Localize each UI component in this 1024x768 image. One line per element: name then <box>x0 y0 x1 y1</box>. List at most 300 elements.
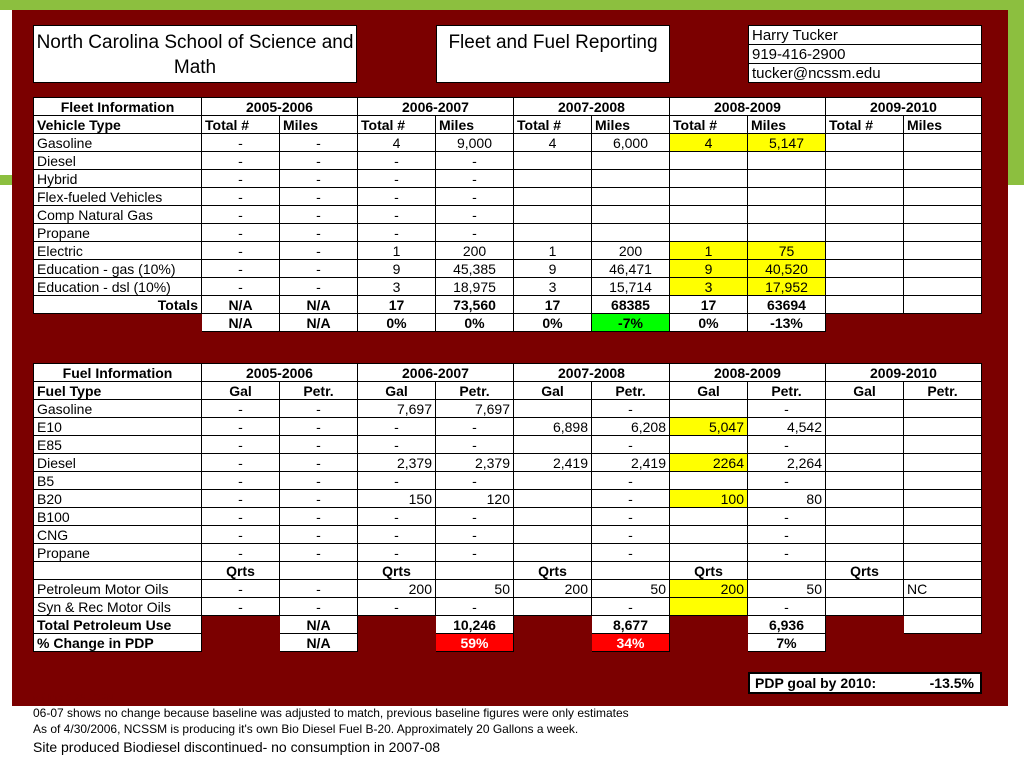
fuel-value: - <box>436 508 514 526</box>
school-name-box: North Carolina School of Science and Math <box>33 25 357 83</box>
contact-email: tucker@ncssm.edu <box>752 65 881 82</box>
column-header: Total # <box>202 116 280 134</box>
fuel-type-label: B5 <box>34 472 202 490</box>
motor-oil-value: - <box>748 598 826 616</box>
fuel-value: - <box>358 526 436 544</box>
total-petroleum-label: Total Petroleum Use <box>34 616 202 634</box>
percent-change-value: -7% <box>592 314 670 332</box>
year-header: 2008-2009 <box>670 364 826 382</box>
percent-change-value: 0% <box>358 314 436 332</box>
fleet-value: - <box>358 224 436 242</box>
contact-box <box>748 25 982 83</box>
fleet-value <box>904 152 982 170</box>
total-petroleum-value: 10,246 <box>436 616 514 634</box>
pdp-change-value: 34% <box>592 634 670 652</box>
fuel-value: 100 <box>670 490 748 508</box>
fuel-value <box>904 418 982 436</box>
column-header: Miles <box>748 116 826 134</box>
fleet-value <box>514 152 592 170</box>
fuel-value: - <box>592 472 670 490</box>
fleet-value: - <box>436 224 514 242</box>
pdp-change-value: 59% <box>436 634 514 652</box>
spacer-cell <box>826 314 904 332</box>
fleet-value: - <box>280 188 358 206</box>
fuel-value <box>904 544 982 562</box>
fleet-row <box>34 242 982 260</box>
fuel-value: - <box>592 400 670 418</box>
fleet-value: 3 <box>670 278 748 296</box>
pdp-change-value: N/A <box>280 634 358 652</box>
fleet-value <box>904 260 982 278</box>
spacer-cell <box>358 634 436 652</box>
fuel-type-label: B100 <box>34 508 202 526</box>
fleet-value: 75 <box>748 242 826 260</box>
fleet-value: - <box>202 206 280 224</box>
fuel-value: - <box>436 472 514 490</box>
total-value: 17 <box>514 296 592 314</box>
spacer-cell <box>280 562 358 580</box>
fuel-value <box>904 436 982 454</box>
pdp-change-value: 7% <box>748 634 826 652</box>
spacer-cell <box>670 634 748 652</box>
quarts-header: Qrts <box>670 562 748 580</box>
pdp-goal-box <box>748 672 982 694</box>
fuel-value <box>514 472 592 490</box>
vehicle-type-label: Propane <box>34 224 202 242</box>
fleet-value <box>904 242 982 260</box>
fleet-value <box>748 152 826 170</box>
fuel-type-label: E10 <box>34 418 202 436</box>
fleet-value <box>514 170 592 188</box>
fuel-value <box>514 508 592 526</box>
fleet-value: - <box>202 188 280 206</box>
green-side-border <box>1008 10 1024 185</box>
fuel-value <box>826 454 904 472</box>
fuel-value <box>514 526 592 544</box>
fleet-row <box>34 170 982 188</box>
column-header: Total # <box>826 116 904 134</box>
fuel-information-table <box>33 363 982 652</box>
fuel-value: 2,379 <box>358 454 436 472</box>
fuel-value <box>904 526 982 544</box>
fuel-row <box>34 400 982 418</box>
year-header: 2008-2009 <box>670 98 826 116</box>
fuel-value: - <box>748 508 826 526</box>
fuel-value: - <box>358 436 436 454</box>
percent-change-value: 0% <box>436 314 514 332</box>
fleet-totals-row <box>34 296 982 314</box>
fleet-value <box>670 170 748 188</box>
fuel-value: - <box>592 544 670 562</box>
column-header: Petr. <box>592 382 670 400</box>
fleet-value <box>826 134 904 152</box>
fuel-value <box>826 544 904 562</box>
fuel-year-header-row <box>34 364 982 382</box>
motor-oil-value: - <box>358 598 436 616</box>
fuel-value: 7,697 <box>436 400 514 418</box>
fleet-value <box>514 206 592 224</box>
fleet-value: - <box>358 170 436 188</box>
percent-change-value: 0% <box>514 314 592 332</box>
fleet-row <box>34 260 982 278</box>
fleet-title: Fleet Information <box>34 98 202 116</box>
fleet-value: - <box>436 152 514 170</box>
fuel-value <box>670 436 748 454</box>
column-header: Total # <box>514 116 592 134</box>
fuel-row <box>34 544 982 562</box>
total-petroleum-value: 8,677 <box>592 616 670 634</box>
motor-oil-value: 200 <box>358 580 436 598</box>
column-header: Total # <box>670 116 748 134</box>
fleet-value: - <box>436 188 514 206</box>
motor-oil-value: NC <box>904 580 982 598</box>
fleet-value: - <box>202 278 280 296</box>
motor-oil-value: 50 <box>436 580 514 598</box>
total-value: N/A <box>280 296 358 314</box>
fleet-value: 4 <box>514 134 592 152</box>
fuel-value <box>514 544 592 562</box>
fleet-value: 1 <box>514 242 592 260</box>
fuel-value: - <box>436 418 514 436</box>
motor-oil-value: 50 <box>592 580 670 598</box>
fleet-value <box>826 152 904 170</box>
motor-oil-label: Petroleum Motor Oils <box>34 580 202 598</box>
fuel-row <box>34 508 982 526</box>
fuel-value: 4,542 <box>748 418 826 436</box>
total-value <box>826 296 904 314</box>
fleet-year-header-row <box>34 98 982 116</box>
vehicle-type-label: Education - dsl (10%) <box>34 278 202 296</box>
fuel-value: - <box>748 526 826 544</box>
spacer-cell <box>358 616 436 634</box>
fleet-value: - <box>202 152 280 170</box>
column-header: Petr. <box>748 382 826 400</box>
motor-oil-value: 200 <box>514 580 592 598</box>
fleet-value <box>592 224 670 242</box>
year-header: 2009-2010 <box>826 98 982 116</box>
vehicle-type-label: Education - gas (10%) <box>34 260 202 278</box>
percent-change-value: -13% <box>748 314 826 332</box>
fuel-value: 2,419 <box>514 454 592 472</box>
fleet-value: - <box>358 188 436 206</box>
fleet-value <box>826 242 904 260</box>
fleet-value: - <box>280 152 358 170</box>
fleet-value <box>904 206 982 224</box>
fuel-type-label: CNG <box>34 526 202 544</box>
column-header: Gal <box>358 382 436 400</box>
fuel-value <box>514 436 592 454</box>
fleet-value: 200 <box>436 242 514 260</box>
vehicle-type-label: Gasoline <box>34 134 202 152</box>
total-value: 17 <box>670 296 748 314</box>
fleet-value <box>826 260 904 278</box>
spacer-cell <box>670 616 748 634</box>
spacer-cell <box>904 634 982 652</box>
fleet-value: - <box>280 170 358 188</box>
ref-line-note: ref line # 26 JCPN <box>33 693 115 704</box>
fleet-value <box>514 224 592 242</box>
fleet-value <box>670 224 748 242</box>
fuel-value: - <box>280 418 358 436</box>
fleet-value <box>826 206 904 224</box>
contact-name: Harry Tucker <box>749 26 981 45</box>
motor-oil-value <box>826 580 904 598</box>
spacer-cell <box>592 562 670 580</box>
fuel-value <box>826 400 904 418</box>
fuel-type-label: Diesel <box>34 454 202 472</box>
fuel-value <box>670 400 748 418</box>
fleet-value <box>748 188 826 206</box>
motor-oil-value <box>826 598 904 616</box>
fleet-value <box>514 188 592 206</box>
fleet-row <box>34 224 982 242</box>
fleet-value: - <box>202 260 280 278</box>
fuel-value <box>826 418 904 436</box>
fleet-value <box>748 206 826 224</box>
column-header: Miles <box>592 116 670 134</box>
fuel-value: 6,208 <box>592 418 670 436</box>
fuel-value: - <box>202 508 280 526</box>
total-petroleum-row <box>34 616 982 634</box>
fleet-value <box>904 134 982 152</box>
fuel-title: Fuel Information <box>34 364 202 382</box>
percent-change-value: N/A <box>280 314 358 332</box>
fuel-row <box>34 526 982 544</box>
fuel-value: - <box>280 400 358 418</box>
column-header: Petr. <box>904 382 982 400</box>
fleet-value: - <box>280 260 358 278</box>
fleet-value: 46,471 <box>592 260 670 278</box>
quarts-header-row <box>34 562 982 580</box>
motor-oil-value: - <box>280 598 358 616</box>
fleet-value: 45,385 <box>436 260 514 278</box>
fuel-value <box>514 490 592 508</box>
motor-oil-value: - <box>280 580 358 598</box>
fleet-row <box>34 188 982 206</box>
fleet-value <box>670 206 748 224</box>
quarts-header: Qrts <box>826 562 904 580</box>
fuel-value: - <box>280 490 358 508</box>
fuel-row <box>34 454 982 472</box>
fleet-value: 3 <box>358 278 436 296</box>
fleet-value <box>670 188 748 206</box>
fuel-value <box>826 508 904 526</box>
column-header: Miles <box>436 116 514 134</box>
fleet-value: - <box>202 242 280 260</box>
fleet-value: 17,952 <box>748 278 826 296</box>
fleet-value <box>748 224 826 242</box>
fleet-value <box>904 170 982 188</box>
column-header: Gal <box>826 382 904 400</box>
fleet-value: - <box>280 278 358 296</box>
total-value: 17 <box>358 296 436 314</box>
motor-oil-value: 50 <box>748 580 826 598</box>
fleet-value <box>826 170 904 188</box>
green-top-border <box>0 0 1024 10</box>
fleet-value: - <box>436 170 514 188</box>
fuel-value <box>826 526 904 544</box>
note-biodiesel-discontinued: Site produced Biodiesel discontinued- no consumption in 2007-08 <box>33 739 441 755</box>
fuel-value: 7,697 <box>358 400 436 418</box>
fleet-value: 5,147 <box>748 134 826 152</box>
fuel-value <box>904 472 982 490</box>
fuel-value: - <box>592 490 670 508</box>
fuel-value: - <box>280 526 358 544</box>
fuel-type-label: B20 <box>34 490 202 508</box>
fleet-value: - <box>280 206 358 224</box>
fleet-value <box>592 152 670 170</box>
motor-oil-value <box>670 598 748 616</box>
contact-phone: 919-416-2900 <box>749 45 981 64</box>
fleet-value: 9 <box>358 260 436 278</box>
fuel-value <box>826 436 904 454</box>
fuel-row <box>34 436 982 454</box>
fleet-value <box>826 224 904 242</box>
fuel-value: - <box>280 436 358 454</box>
fuel-value <box>826 490 904 508</box>
spacer-cell <box>826 616 904 634</box>
spacer-cell <box>34 562 202 580</box>
motor-oil-value <box>514 598 592 616</box>
year-header: 2005-2006 <box>202 364 358 382</box>
fleet-value <box>592 170 670 188</box>
fuel-value: - <box>202 418 280 436</box>
vehicle-type-label: Diesel <box>34 152 202 170</box>
fuel-value: - <box>280 454 358 472</box>
fleet-value <box>592 206 670 224</box>
total-value: 63694 <box>748 296 826 314</box>
motor-oil-value: - <box>436 598 514 616</box>
fuel-value <box>670 544 748 562</box>
fleet-value: - <box>280 134 358 152</box>
spacer-cell <box>202 616 280 634</box>
fleet-value: - <box>358 206 436 224</box>
spacer-cell <box>34 314 202 332</box>
pdp-goal-value: -13.5% <box>929 675 974 691</box>
fleet-value: 9,000 <box>436 134 514 152</box>
fleet-value: 15,714 <box>592 278 670 296</box>
fleet-row <box>34 206 982 224</box>
fuel-value: 6,898 <box>514 418 592 436</box>
fuel-value: - <box>748 400 826 418</box>
note-line-1: 06-07 shows no change because baseline was adjusted to match, previous baseline figures were only estimates <box>33 706 629 720</box>
fuel-value: - <box>358 472 436 490</box>
fuel-value: - <box>436 436 514 454</box>
fleet-value: 200 <box>592 242 670 260</box>
quarts-header: Qrts <box>358 562 436 580</box>
fuel-type-label: Gasoline <box>34 400 202 418</box>
column-header: Gal <box>202 382 280 400</box>
pdp-change-row <box>34 634 982 652</box>
fleet-value <box>826 188 904 206</box>
fuel-value: 2,419 <box>592 454 670 472</box>
year-header: 2007-2008 <box>514 98 670 116</box>
column-header: Gal <box>514 382 592 400</box>
fuel-value: - <box>202 400 280 418</box>
fuel-value <box>826 472 904 490</box>
fleet-value: - <box>436 206 514 224</box>
totals-label: Totals <box>34 296 202 314</box>
fleet-value: 9 <box>514 260 592 278</box>
fleet-information-table <box>33 97 982 332</box>
fuel-type-label: Propane <box>34 544 202 562</box>
fuel-value: - <box>202 526 280 544</box>
total-petroleum-value: N/A <box>280 616 358 634</box>
fleet-value: - <box>202 224 280 242</box>
column-header: Petr. <box>436 382 514 400</box>
total-petroleum-value: 6,936 <box>748 616 826 634</box>
fuel-value: - <box>202 544 280 562</box>
total-value: N/A <box>202 296 280 314</box>
fuel-column-header-row <box>34 382 982 400</box>
fuel-value: - <box>748 544 826 562</box>
fleet-value: - <box>280 224 358 242</box>
fuel-value <box>904 490 982 508</box>
spacer-cell <box>904 562 982 580</box>
vehicle-type-label: Flex-fueled Vehicles <box>34 188 202 206</box>
pdp-goal-label: PDP goal by 2010: <box>755 675 877 691</box>
year-header: 2009-2010 <box>826 364 982 382</box>
fuel-value: 5,047 <box>670 418 748 436</box>
total-value: 73,560 <box>436 296 514 314</box>
fuel-value: - <box>280 508 358 526</box>
spacer-cell <box>202 634 280 652</box>
fuel-value <box>670 472 748 490</box>
fuel-value: - <box>436 526 514 544</box>
pdp-change-label: % Change in PDP <box>34 634 202 652</box>
fuel-row <box>34 418 982 436</box>
total-value: 68385 <box>592 296 670 314</box>
fleet-value <box>904 224 982 242</box>
fuel-value: - <box>358 418 436 436</box>
motor-oil-value: - <box>592 598 670 616</box>
fuel-type-header: Fuel Type <box>34 382 202 400</box>
fuel-value: 2,379 <box>436 454 514 472</box>
spacer-cell <box>904 314 982 332</box>
fuel-value: 120 <box>436 490 514 508</box>
motor-oil-value: 200 <box>670 580 748 598</box>
fuel-value: - <box>748 436 826 454</box>
fleet-value: - <box>358 152 436 170</box>
vehicle-type-header: Vehicle Type <box>34 116 202 134</box>
fleet-value <box>904 188 982 206</box>
fuel-value: - <box>280 544 358 562</box>
fleet-value: 4 <box>670 134 748 152</box>
fuel-value <box>670 526 748 544</box>
report-title-box: Fleet and Fuel Reporting <box>436 25 670 83</box>
fuel-value: - <box>358 508 436 526</box>
fuel-value: - <box>202 436 280 454</box>
year-header: 2007-2008 <box>514 364 670 382</box>
fuel-value <box>904 508 982 526</box>
fleet-value: 4 <box>358 134 436 152</box>
fuel-value <box>514 400 592 418</box>
spacer-cell <box>904 616 982 634</box>
fleet-value: 6,000 <box>592 134 670 152</box>
fleet-value: 40,520 <box>748 260 826 278</box>
fleet-value: - <box>280 242 358 260</box>
fuel-value: - <box>592 508 670 526</box>
column-header: Gal <box>670 382 748 400</box>
fleet-value: 18,975 <box>436 278 514 296</box>
motor-oil-label: Syn & Rec Motor Oils <box>34 598 202 616</box>
fleet-value: 1 <box>670 242 748 260</box>
vehicle-type-label: Hybrid <box>34 170 202 188</box>
fuel-value: - <box>202 490 280 508</box>
fuel-value: - <box>592 436 670 454</box>
fleet-row <box>34 152 982 170</box>
total-value <box>904 296 982 314</box>
